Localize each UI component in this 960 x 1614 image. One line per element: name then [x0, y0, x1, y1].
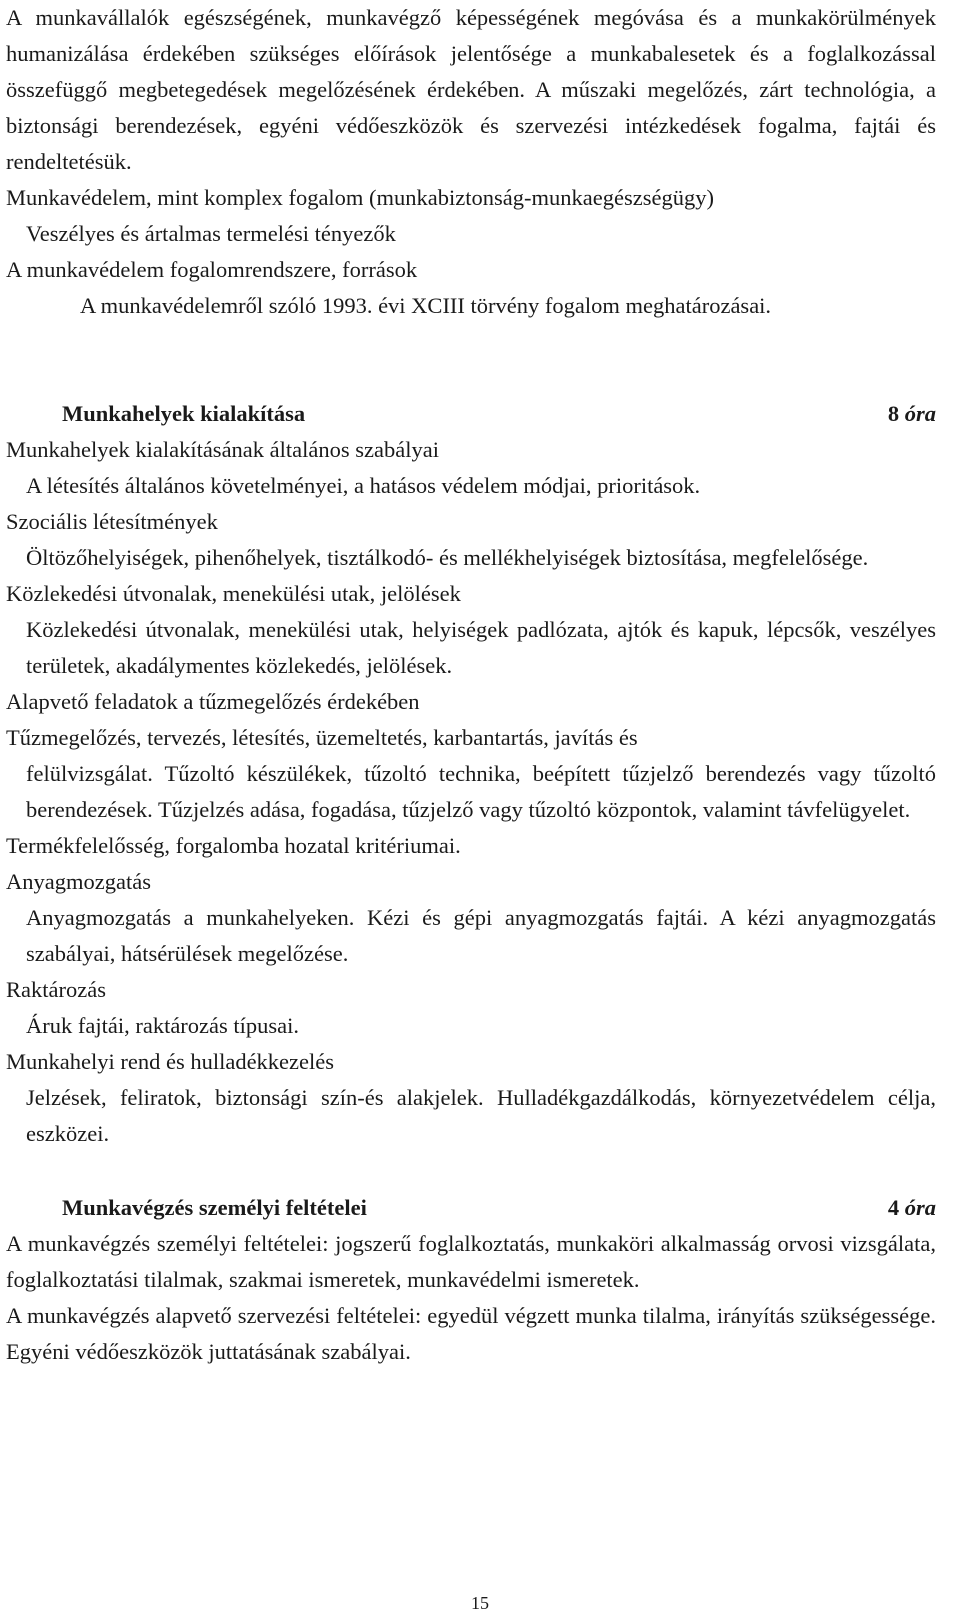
topic-heading: Alapvető feladatok a tűzmegelőzés érdekében [6, 689, 420, 714]
section-paragraph: A munkavégzés alapvető szervezési feltételei: egyedül végzett munka tilalma, irányítás szükségessége. Egyéni védőeszközök juttatásának szabályai. [6, 1303, 936, 1364]
section-hours [888, 396, 936, 432]
topic-body: A létesítés általános követelményei, a hatásos védelem módjai, prioritások. [26, 473, 701, 498]
intro-line: Veszélyes és ártalmas termelési tényezők [26, 221, 396, 246]
section-heading [6, 1190, 936, 1226]
intro-paragraph: A munkavállalók egészségének, munkavégző képességének megóvása és a munkakörülmények humanizálása érdekében szükséges előírások jelentősége a munkabalesetek és a foglalkozással összefüggő megbetegedések megelőzésének érdekében. A műszaki megelőzés, zárt technológia, a biztonsági berendezések, egyéni védőeszközök és szervezési intézkedések fogalma, fajtái és rendeltetésük. [6, 5, 936, 174]
topic-heading: Termékfelelősség, forgalomba hozatal kritériumai. [6, 833, 461, 858]
topic-body: Öltözőhelyiségek, pihenőhelyek, tisztálkodó- és mellékhelyiségek biztosítása, megfelelősége. [26, 545, 869, 570]
topic-heading: Tűzmegelőzés, tervezés, létesítés, üzemeltetés, karbantartás, javítás és [6, 725, 638, 750]
hours-unit: óra [904, 1195, 936, 1220]
topic-body: Jelzések, feliratok, biztonsági szín-és alakjelek. Hulladékgazdálkodás, környezetvédelem célja, eszközei. [26, 1085, 936, 1146]
topic-heading: Anyagmozgatás [6, 869, 151, 894]
hours-unit: óra [904, 401, 936, 426]
topic-heading: Közlekedési útvonalak, menekülési utak, jelölések [6, 581, 461, 606]
intro-line: A munkavédelemről szóló 1993. évi XCIII törvény fogalom meghatározásai. [80, 293, 772, 318]
hours-number: 8 [887, 401, 900, 426]
topic-heading: Raktározás [6, 977, 106, 1002]
section-paragraph: A munkavégzés személyi feltételei: jogszerű foglalkoztatás, munkaköri alkalmasság orvosi vizsgálata, foglalkoztatási tilalmak, szakmai ismeretek, munkavédelmi ismeretek. [6, 1231, 936, 1292]
spacer [6, 1152, 936, 1190]
section-title: Munkavégzés személyi feltételei [62, 1195, 367, 1220]
topic-body: Áruk fajtái, raktározás típusai. [26, 1013, 300, 1038]
topic-body: Közlekedési útvonalak, menekülési utak, helyiségek padlózata, ajtók és kapuk, lépcsők, veszélyes területek, akadálymentes közlekedés, jelölések. [26, 617, 936, 678]
intro-line: A munkavédelem fogalomrendszere, források [6, 257, 418, 282]
section-hours [888, 1190, 936, 1226]
topic-heading: Munkahelyek kialakításának általános szabályai [6, 437, 439, 462]
spacer [6, 324, 936, 396]
topic-heading: Szociális létesítmények [6, 509, 218, 534]
section-heading [6, 396, 936, 432]
intro-line: Munkavédelem, mint komplex fogalom (munkabiztonság-munkaegészségügy) [6, 185, 714, 210]
section-title: Munkahelyek kialakítása [62, 401, 306, 426]
topic-body: Anyagmozgatás a munkahelyeken. Kézi és gépi anyagmozgatás fajtái. A kézi anyagmozgatás szabályai, hátsérülések megelőzése. [26, 905, 936, 966]
topic-heading: Munkahelyi rend és hulladékkezelés [6, 1049, 335, 1074]
hours-number: 4 [887, 1195, 900, 1220]
topic-body: felülvizsgálat. Tűzoltó készülékek, tűzoltó technika, beépített tűzjelző berendezés vagy tűzoltó berendezések. Tűzjelzés adása, fogadása, tűzjelző vagy tűzoltó központok, valamint távfelügyelet. [26, 761, 936, 822]
page-number: 15 [471, 1593, 489, 1613]
